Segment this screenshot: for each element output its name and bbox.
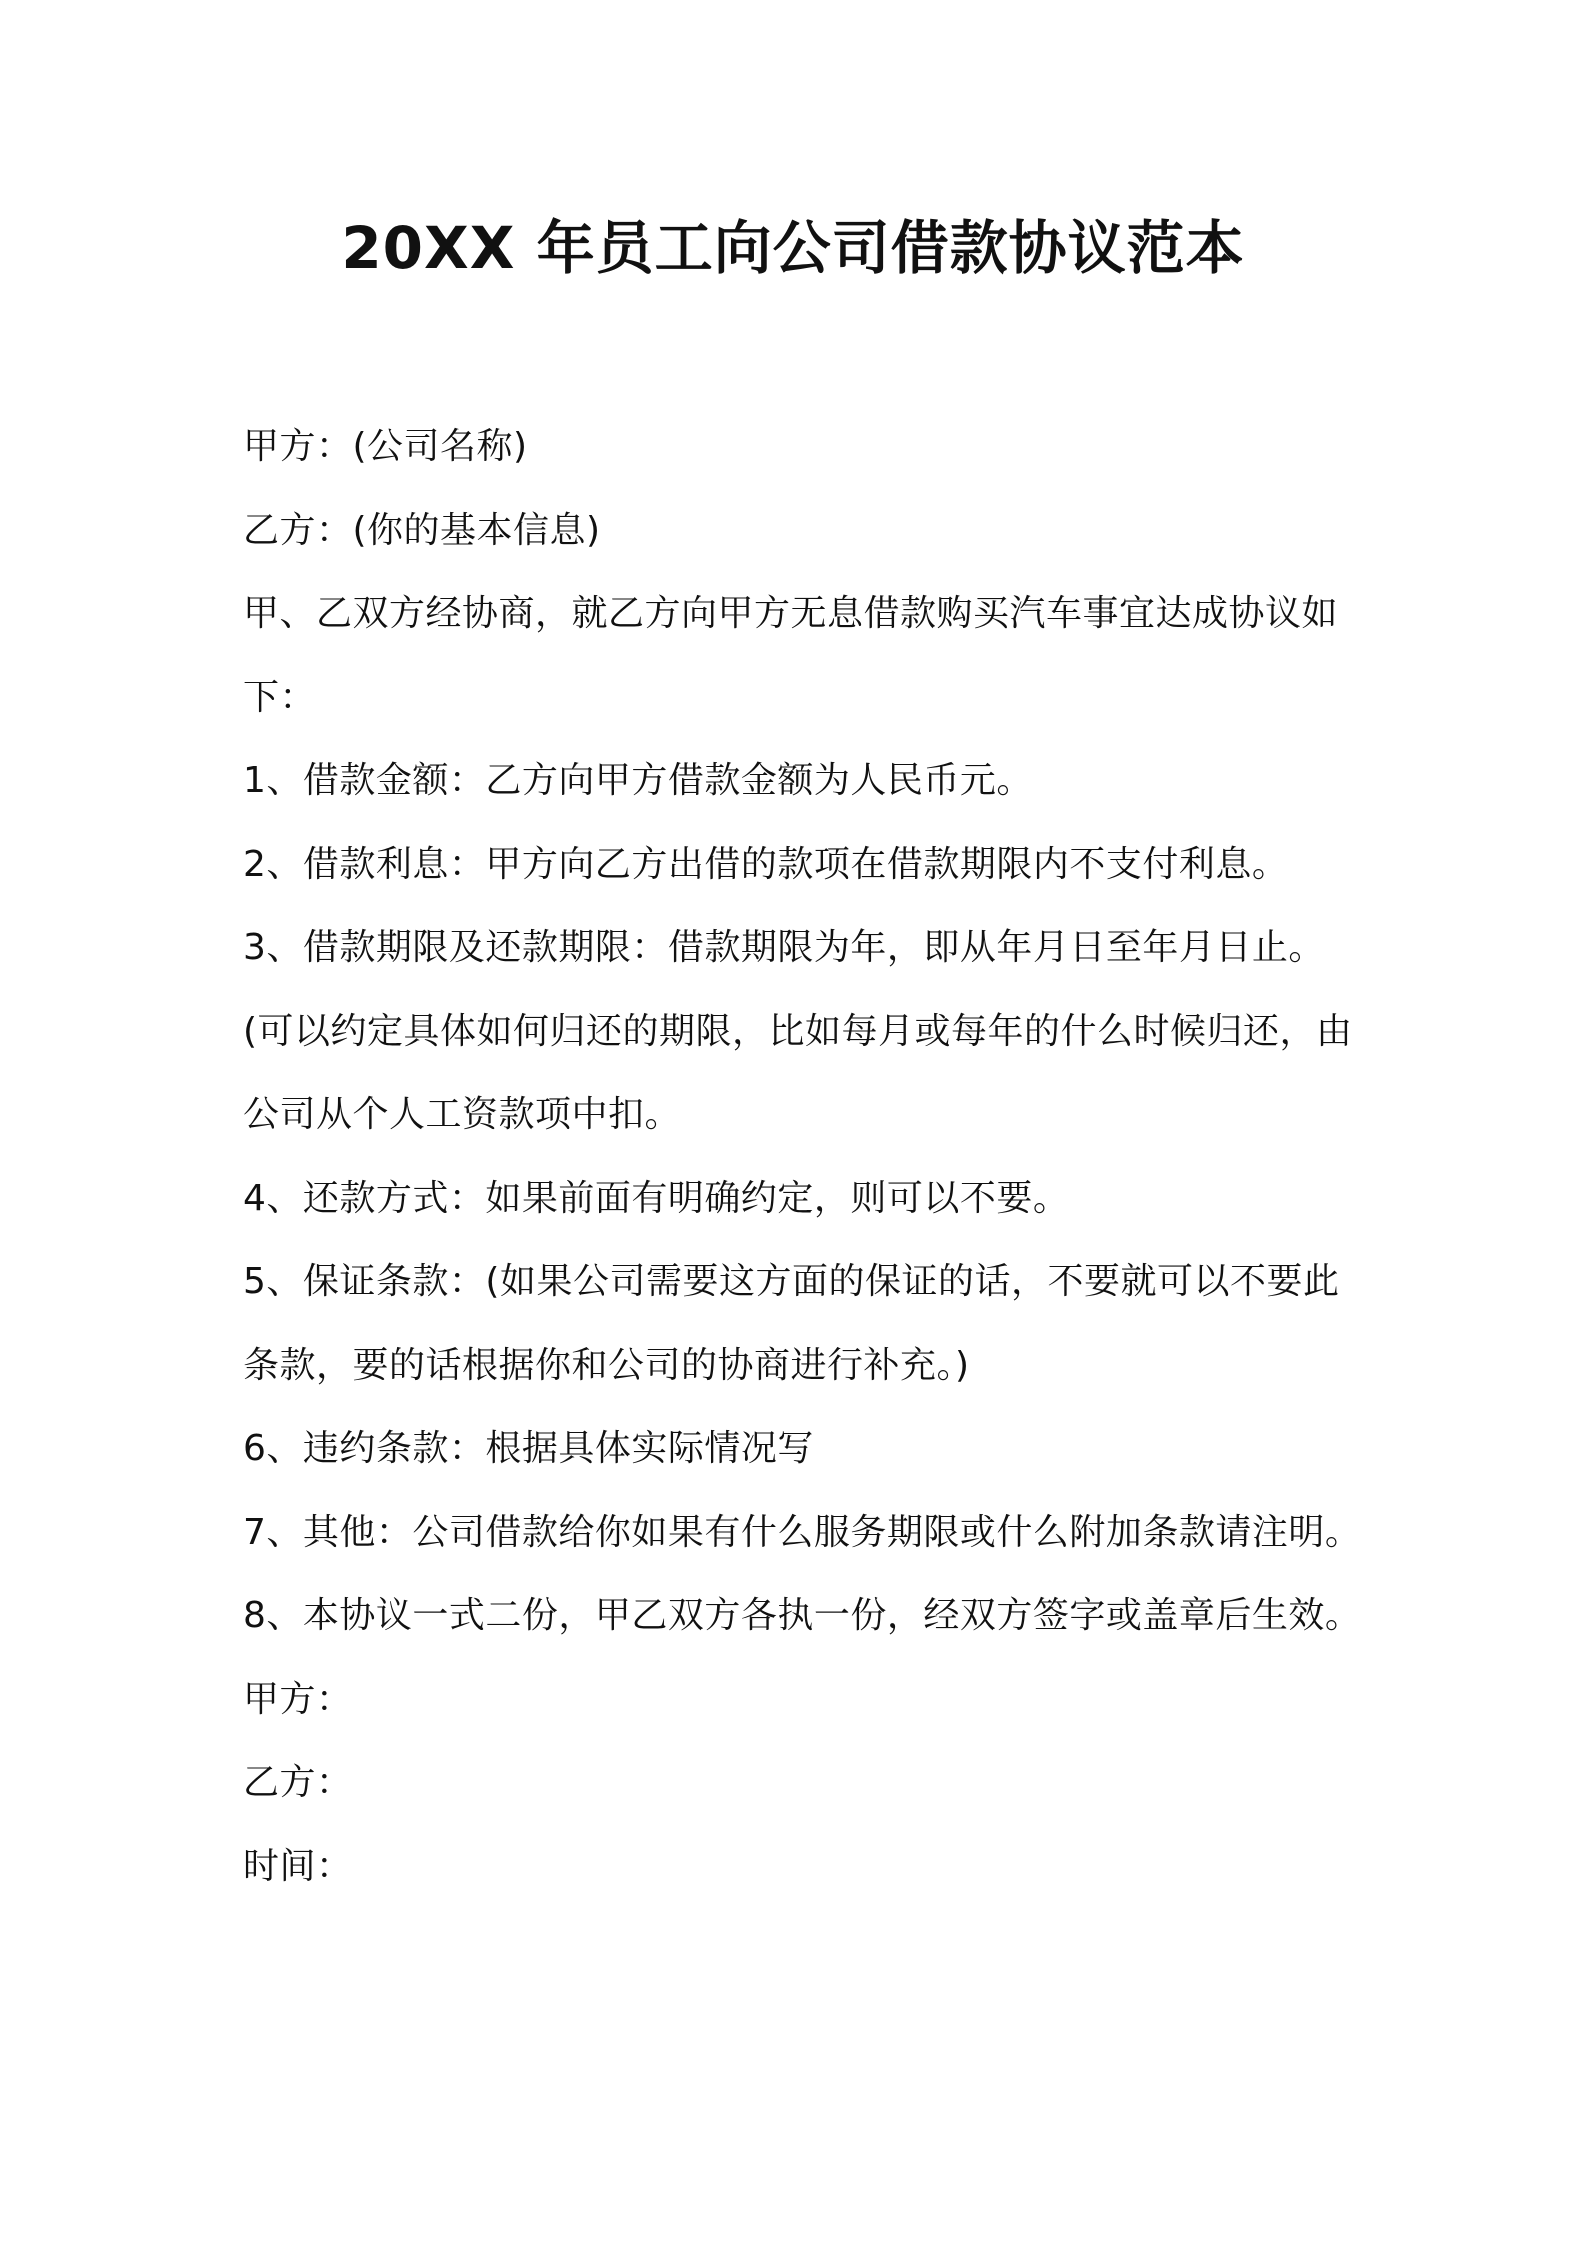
clause-1: 1、借款金额：乙方向甲方借款金额为人民币元。 xyxy=(243,760,1033,801)
party-a-line: 甲方：(公司名称) xyxy=(243,426,528,467)
clause-8: 8、本协议一式二份，甲乙双方各执一份，经双方签字或盖章后生效。 xyxy=(243,1595,1362,1636)
clause-7: 7、其他：公司借款给你如果有什么服务期限或什么附加条款请注明。 xyxy=(243,1511,1362,1553)
document-title: 20XX 年员工向公司借款协议范本 xyxy=(341,214,1245,282)
clause-4: 4、还款方式：如果前面有明确约定，则可以不要。 xyxy=(243,1177,1070,1219)
document-body xyxy=(243,405,1373,1908)
signature-party-b: 乙方： xyxy=(243,1762,353,1803)
signature-party-a: 甲方： xyxy=(243,1678,353,1720)
clause-6: 6、违约条款：根据具体实际情况写 xyxy=(243,1428,814,1469)
clause-2: 2、借款利息：甲方向乙方出借的款项在借款期限内不支付利息。 xyxy=(243,843,1289,885)
clause-5: 5、保证条款：(如果公司需要这方面的保证的话，不要就可以不要此条款，要的话根据你和公司的协商进行补充。) xyxy=(243,1261,1340,1386)
intro-paragraph: 甲、乙双方经协商，就乙方向甲方无息借款购买汽车事宜达成协议如下： xyxy=(243,593,1339,718)
clause-3: 3、借款期限及还款期限：借款期限为年，即从年月日至年月日止。(可以约定具体如何归还的期限，比如每月或每年的什么时候归还，由公司从个人工资款项中扣。 xyxy=(243,927,1353,1135)
signature-date: 时间： xyxy=(243,1845,353,1887)
party-b-line: 乙方：(你的基本信息) xyxy=(243,509,601,551)
